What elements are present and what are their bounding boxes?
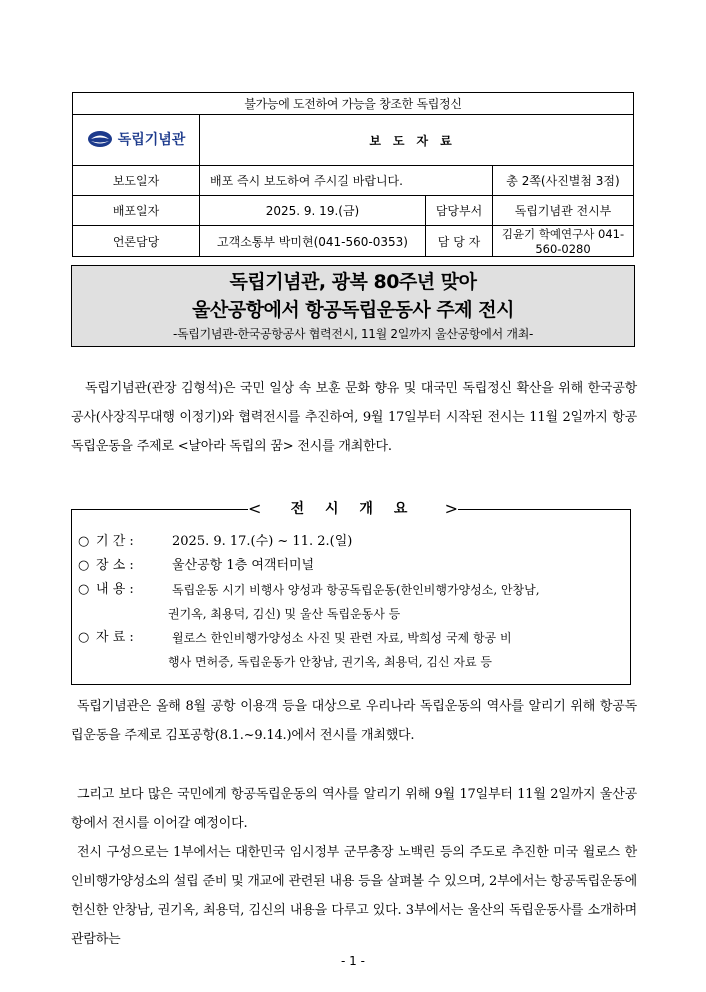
body-paragraph-3: 전시 구성으로는 1부에서는 대한민국 임시정부 군무총장 노백린 등의 주도로 추진한 미국 윌로스 한인비행가양성소의 설립 준비 및 개교에 관련된 내용 등을 살펴볼 수 있으며, 2부에서는 항공독립운동에 헌신한 안창남, 권기옥, 최용덕, 김신의 내용을 다루고 있다. 3부에서는 울산의 독립운동사를 소개하며 관람하는	[71, 845, 637, 947]
org-logo	[87, 129, 186, 149]
overview-value: 독립운동 시기 비행사 양성과 항공독립운동(한인비행가양성소, 안창남,	[172, 583, 540, 597]
overview-key: 자 료 :	[96, 630, 134, 645]
overview-value: 윌로스 한인비행가양성소 사진 및 관련 자료, 박희성 국제 항공 비	[172, 631, 512, 645]
page-number: - 1 -	[341, 954, 365, 968]
page-count: 총 2쪽(사진별첨 3점)	[493, 166, 634, 196]
overview-box	[71, 509, 631, 685]
intro-paragraph: 독립기념관(관장 김형석)은 국민 일상 속 보훈 문화 향유 및 대국민 독립정신 확산을 위해 한국공항공사(사장직무대행 이정기)와 협력전시를 추진하여, 9월 17일부터 시작된 전시는 11월 2일까지 항공독립운동을 주제로 <날아라 독립의 꿈> 전시를 개최한다.	[71, 381, 637, 454]
left-chevron-icon: <	[248, 498, 262, 518]
manager-label: 담 당 자	[426, 226, 493, 257]
release-date-label: 보도일자	[73, 166, 200, 196]
headline-line-2: 울산공항에서 항공독립운동사 주제 전시	[192, 299, 514, 321]
overview-item	[78, 554, 630, 578]
overview-title-banner	[248, 497, 458, 519]
bullet-mark: ○	[78, 582, 90, 597]
org-name: 독립기념관	[117, 132, 186, 148]
headline-subtitle: -독립기념관-한국공항공사 협력전시, 11월 2일까지 울산공항에서 개최-	[172, 327, 534, 341]
press-contact-value: 고객소통부 박미현(041-560-0353)	[200, 226, 426, 257]
body-paragraph-1: 독립기념관은 올해 8월 공항 이용객 등을 대상으로 우리나라 독립운동의 역사를 알리기 위해 항공독립운동을 주제로 김포공항(8.1.~9.14.)에서 전시를 개최했다.	[71, 699, 637, 743]
bullet-mark: ○	[78, 558, 90, 573]
department-value: 독립기념관 전시부	[493, 196, 634, 226]
info-row	[73, 166, 634, 196]
info-row	[73, 196, 634, 226]
department-label: 담당부서	[426, 196, 493, 226]
motto: 불가능에 도전하여 가능을 창조한 독립정신	[73, 93, 634, 115]
press-contact-label: 언론담당	[73, 226, 200, 257]
bullet-mark: ○	[78, 534, 90, 549]
right-chevron-icon: >	[444, 498, 458, 518]
distribution-date-label: 배포일자	[73, 196, 200, 226]
bullet-mark: ○	[78, 630, 90, 645]
info-row	[73, 226, 634, 257]
overview-value: 울산공항 1층 여객터미널	[172, 558, 315, 573]
headline-box	[71, 265, 635, 347]
overview-item	[78, 530, 630, 554]
overview-key: 장 소 :	[96, 558, 134, 573]
release-date-value: 배포 즉시 보도하여 주시길 바랍니다.	[200, 166, 493, 196]
overview-item	[78, 578, 630, 602]
org-emblem-icon	[87, 130, 113, 148]
distribution-date-value: 2025. 9. 19.(금)	[200, 196, 426, 226]
press-header-table	[72, 92, 634, 257]
overview-title: 전 시 개 요	[290, 501, 416, 517]
overview-value: 2025. 9. 17.(수) ~ 11. 2.(일)	[172, 534, 353, 549]
doc-type-title: 보도자료	[200, 115, 634, 166]
overview-item	[78, 626, 630, 650]
overview-value-continued: 행사 면허증, 독립운동가 안창남, 권기옥, 최용덕, 김신 자료 등	[168, 655, 492, 669]
headline-line-1: 독립기념관, 광복 80주년 맞아	[229, 271, 477, 293]
overview-key: 내 용 :	[96, 582, 134, 597]
overview-key: 기 간 :	[96, 534, 134, 549]
manager-value: 김윤기 학예연구사 041-560-0280	[493, 226, 634, 257]
logo-cell	[73, 115, 200, 166]
body-paragraph-2: 그리고 보다 많은 국민에게 항공독립운동의 역사를 알리기 위해 9월 17일부터 11월 2일까지 울산공항에서 전시를 이어갈 예정이다.	[71, 787, 637, 831]
overview-value-continued: 권기옥, 최용덕, 김신) 및 울산 독립운동사 등	[168, 607, 401, 621]
